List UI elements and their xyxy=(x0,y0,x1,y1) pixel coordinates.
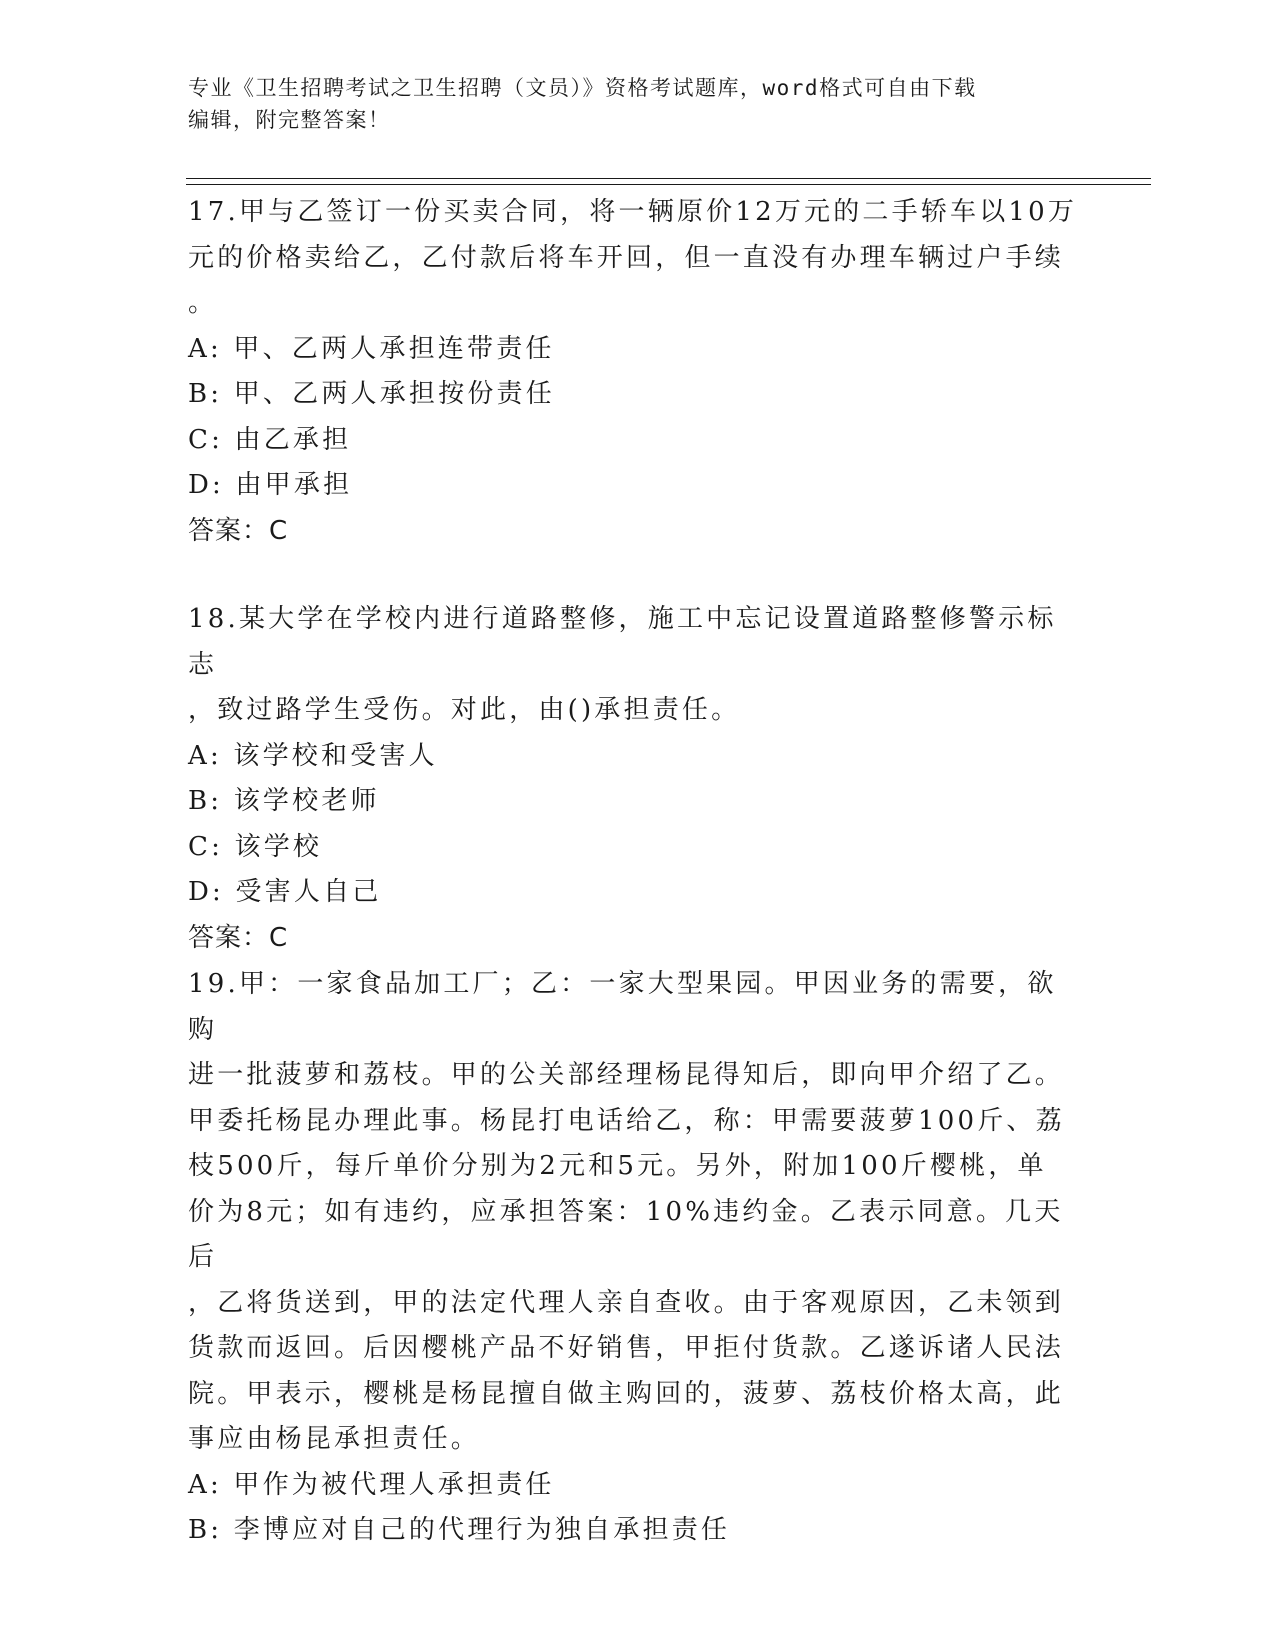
option-a: A: 甲作为被代理人承担责任 xyxy=(188,1469,555,1500)
option-b: B: 该学校老师 xyxy=(188,786,380,816)
option-c: C: 该学校 xyxy=(188,831,323,862)
option-c: C: 由乙承担 xyxy=(188,424,352,455)
header-divider-bottom xyxy=(186,184,1151,185)
question-stem-line: 18.某大学在学校内进行道路整修，施工中忘记设置道路整修警示标志 xyxy=(188,604,1057,680)
header-line-2: 编辑，附完整答案！ xyxy=(188,108,391,132)
question-stem-line: 货款而返回。后因樱桃产品不好销售，甲拒付货款。乙遂诉诸人民法 xyxy=(188,1333,1065,1363)
document-header xyxy=(188,72,1068,136)
question-18 xyxy=(188,597,1078,961)
question-stem-line: ，乙将货送到，甲的法定代理人亲自查收。由于客观原因，乙未领到 xyxy=(188,1287,1065,1318)
question-stem-line: 元的价格卖给乙，乙付款后将车开回，但一直没有办理车辆过户手续 xyxy=(188,242,1065,273)
question-stem-line: 院。甲表示，樱桃是杨昆擅自做主购回的，菠萝、荔枝价格太高，此 xyxy=(188,1378,1065,1409)
question-stem-line: 甲委托杨昆办理此事。杨昆打电话给乙，称：甲需要菠萝100斤、荔 xyxy=(188,1105,1065,1136)
option-b: B: 甲、乙两人承担按份责任 xyxy=(188,379,555,409)
question-19 xyxy=(188,962,1078,1554)
question-17 xyxy=(188,190,1078,554)
question-stem-line: 19.甲：一家食品加工厂；乙：一家大型果园。甲因业务的需要，欲购 xyxy=(188,969,1057,1045)
option-b: B: 李博应对自己的代理行为独自承担责任 xyxy=(188,1515,731,1545)
option-d: D: 由甲承担 xyxy=(188,470,353,500)
question-stem-line: 事应由杨昆承担责任。 xyxy=(188,1424,481,1454)
option-a: A: 甲、乙两人承担连带责任 xyxy=(188,333,555,364)
question-stem-line: 枝500斤，每斤单价分别为2元和5元。另外，附加100斤樱桃，单 xyxy=(188,1151,1047,1181)
option-a: A: 该学校和受害人 xyxy=(188,740,438,771)
answer-text: 答案：C xyxy=(188,515,289,546)
answer-text: 答案：C xyxy=(188,922,289,953)
header-line-1: 专业《卫生招聘考试之卫生招聘（文员）》资格考试题库，word格式可自由下载 xyxy=(188,76,977,100)
question-stem-line: 17.甲与乙签订一份买卖合同，将一辆原价12万元的二手轿车以10万 xyxy=(188,197,1078,227)
question-stem-line: 。 xyxy=(188,288,218,318)
option-d: D: 受害人自己 xyxy=(188,877,382,907)
question-stem-line: 价为8元；如有违约，应承担答案：10%违约金。乙表示同意。几天后 xyxy=(188,1196,1064,1272)
header-divider-top xyxy=(186,178,1151,179)
question-stem-line: 进一批菠萝和荔枝。甲的公关部经理杨昆得知后，即向甲介绍了乙。 xyxy=(188,1060,1065,1090)
question-stem-line: ，致过路学生受伤。对此，由()承担责任。 xyxy=(188,695,741,725)
